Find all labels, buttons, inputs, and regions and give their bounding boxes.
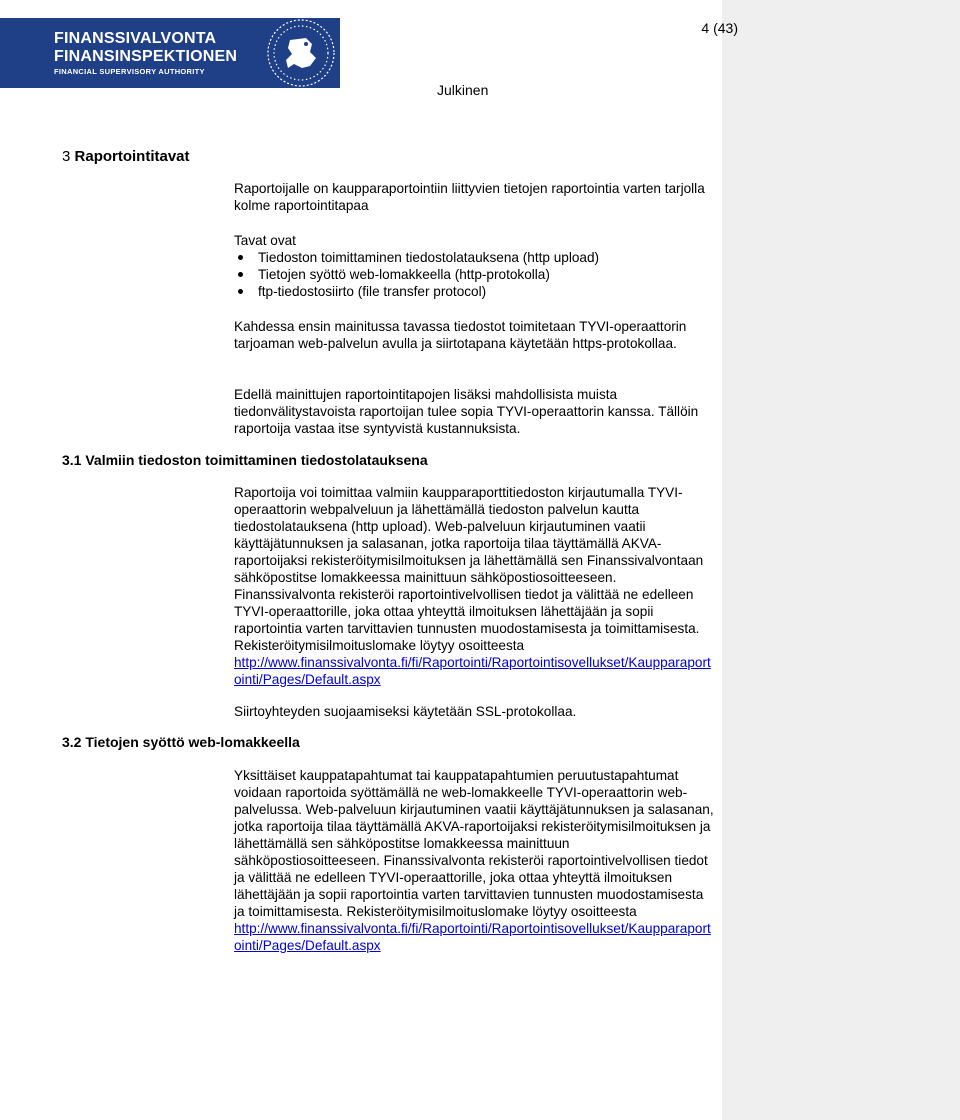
- margin-sidebar: [722, 0, 960, 1120]
- section-3-para-2: [234, 318, 714, 352]
- section-3-intro: [234, 180, 714, 214]
- section-3-number: 3: [62, 148, 71, 165]
- page-number: 4 (43): [701, 20, 738, 36]
- section-3-1-para-2: [234, 703, 714, 720]
- section-3-para-3: [234, 386, 714, 437]
- paragraph: Kahdessa ensin mainitussa tavassa tiedostot toimitetaan TYVI-operaattorin tarjoaman web-palvelun avulla ja siirtotapana käytetään https-protokollaa.: [234, 319, 687, 351]
- section-3-2-heading: 3.2 Tietojen syöttö web-lomakkeella: [62, 734, 300, 750]
- list-item: Tietojen syöttö web-lomakkeella (http-protokolla): [234, 266, 714, 283]
- registration-form-link[interactable]: http://www.finanssivalvonta.fi/fi/Raportointi/Raportointisovellukset/Kaupparaportointi/Pages/Default.aspx: [234, 921, 711, 953]
- finanssivalvonta-logo: [0, 18, 340, 88]
- paragraph: Raportoija voi toimittaa valmiin kaupparaporttitiedoston kirjautumalla TYVI-operaattorin webpalveluun ja lähettämällä tiedoston palvelun kautta tiedostolatauksena (http upload). Web-palveluun kirjautuminen vaatii käyttäjätunnuksen ja salasanan, jotka raportoija tilaa täyttämällä AKVA-raportoijaksi rekisteröitymisilmoituksen ja lähettämällä sen Finanssivalvontaan sähköpostitse lomakkeessa mainittuun sähköpostiosoitteeseen. Finanssivalvonta rekisteröi raportointivelvollisen tiedot ja välittää ne edelleen TYVI-operaattorille, joka ottaa yhteyttä ilmoituksen lähettäjään ja sopii raportointia varten tarvittavien tunnusten muodostamisesta ja toimittamisesta. Rekisteröitymisilmoituslomake löytyy osoitteesta: [234, 485, 704, 653]
- section-3-1-para-1: [234, 484, 714, 688]
- logo-line-1: FINANSSIVALVONTA: [54, 30, 217, 47]
- section-3-1-heading: 3.1 Valmiin tiedoston toimittaminen tiedostolatauksena: [62, 452, 428, 468]
- list-item: ftp-tiedostosiirto (file transfer protocol): [234, 283, 714, 300]
- logo-line-2: FINANSINSPEKTIONEN: [54, 48, 238, 65]
- logo-line-3: FINANCIAL SUPERVISORY AUTHORITY: [54, 67, 205, 76]
- registration-form-link[interactable]: http://www.finanssivalvonta.fi/fi/Raportointi/Raportointisovellukset/Kaupparaportointi/Pages/Default.aspx: [234, 655, 711, 687]
- methods-block: [234, 232, 714, 300]
- paragraph: Yksittäiset kauppatapahtumat tai kauppatapahtumien peruutustapahtumat voidaan raportoida syöttämällä ne web-lomakkeelle TYVI-operaattorin web-palvelussa. Web-palveluun kirjautuminen vaatii käyttäjätunnuksen ja salasanan, jotka raportoija tilaa täyttämällä AKVA-raportoijaksi rekisteröitymisilmoituksen ja lähettämällä sen sähköpostitse lomakkeessa mainittuun sähköpostiosoitteeseen. Finanssivalvonta rekisteröi raportointivelvollisen tiedot ja välittää ne edelleen TYVI-operaattorille, joka ottaa yhteyttä ilmoituksen lähettäjään ja sopii raportointia varten tarvittavien tunnusten muodostamisesta ja toimittamisesta. Rekisteröitymisilmoituslomake löytyy osoitteesta: [234, 768, 714, 919]
- section-3-title: Raportointitavat: [74, 148, 190, 165]
- intro-paragraph: Raportoijalle on kaupparaportointiin liittyvien tietojen raportointia varten tarjolla kolme raportointitapaa: [234, 181, 705, 213]
- section-3-heading: [62, 148, 190, 165]
- section-3-2-para-1: [234, 767, 714, 954]
- methods-list: [234, 249, 714, 300]
- paragraph: Siirtoyhteyden suojaamiseksi käytetään SSL-protokollaa.: [234, 704, 577, 719]
- paragraph: Edellä mainittujen raportointitapojen lisäksi mahdollisista muista tiedonvälitystavoista raportoijan tulee sopia TYVI-operaattorin kanssa. Tällöin raportoija vastaa itse syntyvistä kustannuksista.: [234, 387, 699, 436]
- classification-label: Julkinen: [437, 82, 489, 98]
- list-item: Tiedoston toimittaminen tiedostolatauksena (http upload): [234, 249, 714, 266]
- lion-crest-icon: [262, 18, 340, 88]
- methods-intro: Tavat ovat: [234, 233, 296, 248]
